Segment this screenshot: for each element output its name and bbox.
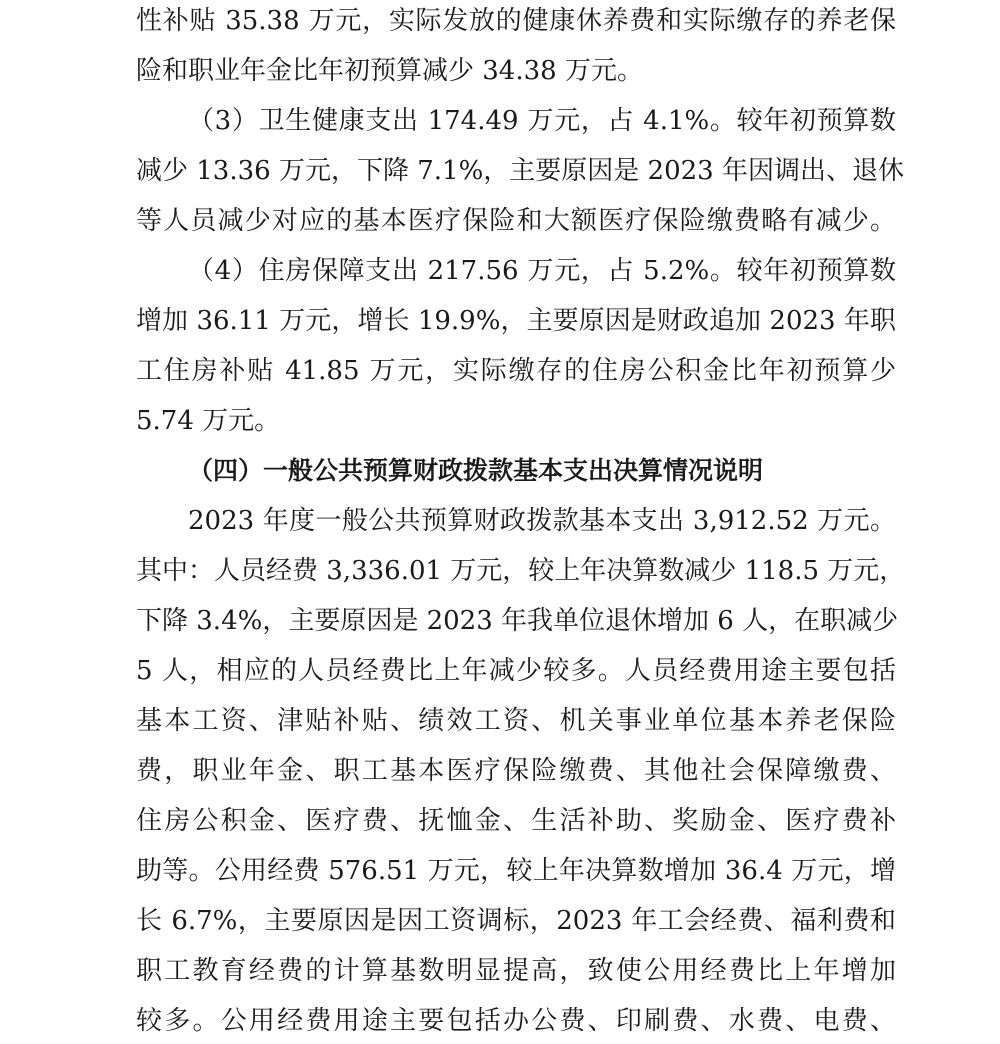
text-line-2: 险和职业年金比年初预算减少 34.38 万元。 — [136, 56, 643, 86]
text-line-15: 基本工资、津贴补贴、绩效工资、机关事业单位基本养老保险 — [136, 706, 896, 736]
text-line-17: 住房公积金、医疗费、抚恤金、生活补助、奖励金、医疗费补 — [136, 806, 896, 836]
text-line-3: （3）卫生健康支出 174.49 万元，占 4.1%。较年初预算数 — [188, 106, 896, 136]
text-line-20: 职工教育经费的计算基数明显提高，致使公用经费比上年增加 — [136, 956, 896, 986]
text-line-16: 费，职业年金、职工基本医疗保险缴费、其他社会保障缴费、 — [136, 756, 896, 786]
text-line-21: 较多。公用经费用途主要包括办公费、印刷费、水费、电费、 — [136, 1006, 896, 1036]
text-line-8: 工住房补贴 41.85 万元，实际缴存的住房公积金比年初预算少 — [136, 356, 896, 386]
text-line-5: 等人员减少对应的基本医疗保险和大额医疗保险缴费略有减少。 — [136, 206, 896, 236]
text-line-6: （4）住房保障支出 217.56 万元，占 5.2%。较年初预算数 — [188, 256, 896, 286]
section-heading: （四）一般公共预算财政拨款基本支出决算情况说明 — [188, 456, 764, 485]
text-line-1: 性补贴 35.38 万元，实际发放的健康休养费和实际缴存的养老保 — [136, 6, 896, 36]
text-line-9: 5.74 万元。 — [136, 406, 281, 436]
text-line-4: 减少 13.36 万元，下降 7.1%，主要原因是 2023 年因调出、退休 — [136, 156, 904, 186]
text-line-7: 增加 36.11 万元，增长 19.9%，主要原因是财政追加 2023 年职 — [136, 306, 896, 336]
text-line-12: 其中：人员经费 3,336.01 万元，较上年决算数减少 118.5 万元， — [136, 556, 906, 586]
text-line-19: 长 6.7%，主要原因是因工资调标，2023 年工会经费、福利费和 — [136, 906, 896, 936]
text-line-14: 5 人，相应的人员经费比上年减少较多。人员经费用途主要包括 — [136, 656, 896, 686]
text-line-18: 助等。公用经费 576.51 万元，较上年决算数增加 36.4 万元，增 — [136, 856, 896, 886]
text-line-11: 2023 年度一般公共预算财政拨款基本支出 3,912.52 万元。 — [188, 506, 896, 536]
text-line-13: 下降 3.4%，主要原因是 2023 年我单位退休增加 6 人，在职减少 — [136, 606, 899, 636]
